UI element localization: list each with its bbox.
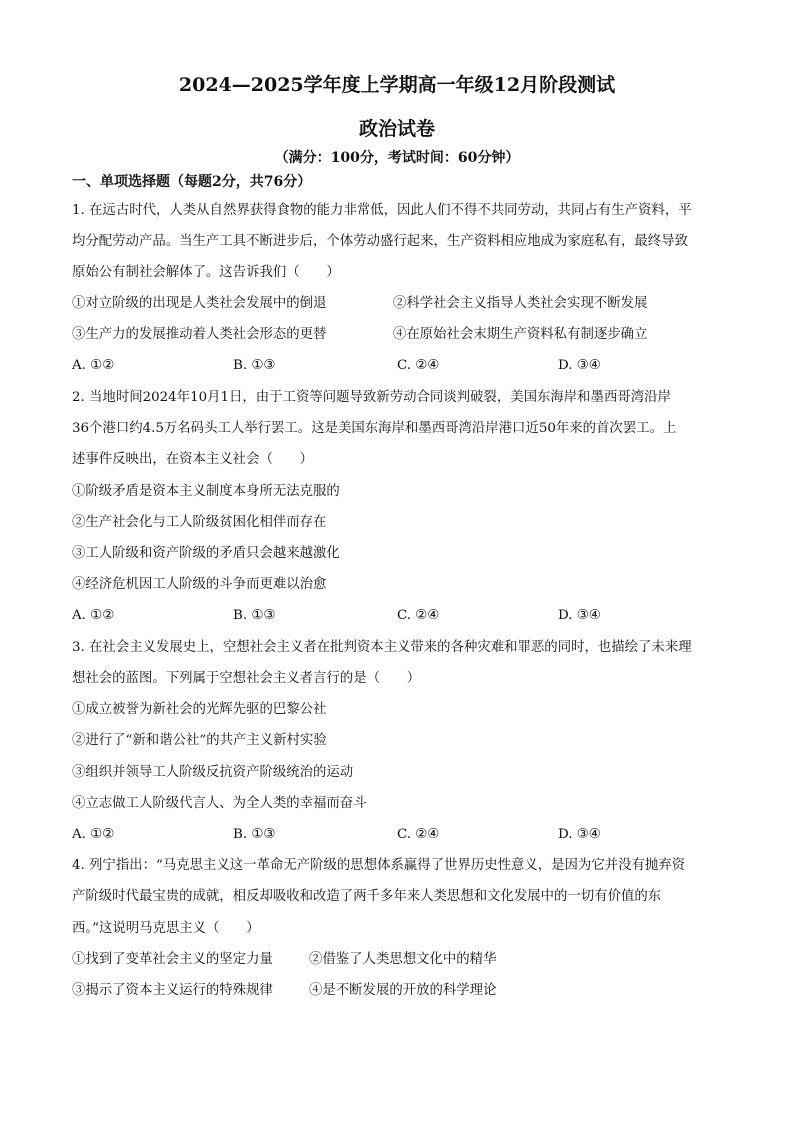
q3-item-1: ①成立被誉为新社会的光辉先驱的巴黎公社	[72, 702, 327, 717]
q2-option-d: D. ③④	[558, 608, 601, 623]
q1-stem-line-2: 均分配劳动产品。当生产工具不断进步后，个体劳动盛行起来，生产资料相应地成为家庭私有，最终导致	[72, 234, 688, 249]
q2-stem-line-1: 2. 当地时间2024年10月1日，由于工资等问题导致新劳动合同谈判破裂，美国东海岸和墨西哥湾沿岸	[72, 390, 671, 405]
q3-option-d: D. ③④	[558, 827, 601, 842]
q2-stem-line-3: 述事件反映出，在资本主义社会（ ）	[72, 452, 314, 467]
q4-stem-line-1: 4. 列宁指出：“马克思主义这一革命无产阶级的思想体系赢得了世界历史性意义，是因为它并没有抛弃资	[72, 858, 686, 873]
exam-note: （满分：100分，考试时间：60分钟）	[274, 150, 520, 166]
q1-item-3: ③生产力的发展推动着人类社会形态的更替	[72, 327, 327, 342]
q4-item-2: ②借鉴了人类思想文化中的精华	[309, 952, 497, 967]
q1-option-a: A. ①②	[72, 358, 115, 373]
q2-item-4: ④经济危机因工人阶级的斗争而更难以治愈	[72, 577, 327, 592]
q3-stem-line-2: 想社会的蓝图。下列属于空想社会主义者言行的是（ ）	[72, 671, 421, 686]
q3-stem-line-1: 3. 在社会主义发展史上，空想社会主义者在批判资本主义带来的各种灾难和罪恶的同时，也描绘了未来理	[72, 640, 692, 655]
q3-option-a: A. ①②	[72, 827, 115, 842]
q1-item-1: ①对立阶级的出现是人类社会发展中的倒退	[72, 296, 327, 311]
q4-stem-line-2: 产阶级时代最宝贵的成就，相反却吸收和改造了两千多年来人类思想和文化发展中的一切有价值的东	[72, 889, 662, 904]
q4-stem-line-3: 西。”这说明马克思主义（ ）	[72, 921, 260, 936]
q1-item-2: ②科学社会主义指导人类社会实现不断发展	[393, 296, 648, 311]
section-heading: 一、单项选择题（每题2分，共76分）	[72, 174, 312, 190]
q2-option-c: C. ②④	[397, 608, 440, 623]
q3-item-4: ④立志做工人阶级代言人、为全人类的幸福而奋斗	[72, 796, 367, 811]
q1-option-c: C. ②④	[397, 358, 440, 373]
q4-item-1: ①找到了变革社会主义的坚定力量	[72, 952, 273, 967]
q3-item-2: ②进行了“新和谐公社”的共产主义新村实验	[72, 733, 327, 748]
exam-title: 2024—2025学年度上学期高一年级12月阶段测试	[178, 74, 616, 96]
q3-option-b: B. ①③	[233, 827, 276, 842]
q2-item-3: ③工人阶级和资产阶级的矛盾只会越来越激化	[72, 546, 340, 561]
q1-option-b: B. ①③	[233, 358, 276, 373]
q2-stem-line-2: 36个港口约4.5万名码头工人举行罢工。这是美国东海岸和墨西哥湾沿岸港口近50年来的首次罢工。上	[72, 421, 677, 436]
exam-subject: 政治试卷	[358, 118, 435, 140]
q1-item-4: ④在原始社会末期生产资料私有制逐步确立	[393, 327, 648, 342]
q1-option-d: D. ③④	[558, 358, 601, 373]
q3-item-3: ③组织并领导工人阶级反抗资产阶级统治的运动	[72, 765, 354, 780]
q1-stem-line-1: 1. 在远古时代，人类从自然界获得食物的能力非常低，因此人们不得不共同劳动，共同占有生产资料，平	[72, 203, 692, 218]
q2-item-2: ②生产社会化与工人阶级贫困化相伴而存在	[72, 515, 327, 530]
q2-option-a: A. ①②	[72, 608, 115, 623]
q3-option-c: C. ②④	[397, 827, 440, 842]
q4-item-3: ③揭示了资本主义运行的特殊规律	[72, 983, 273, 998]
q2-option-b: B. ①③	[233, 608, 276, 623]
q4-item-4: ④是不断发展的开放的科学理论	[309, 983, 497, 998]
q1-stem-line-3: 原始公有制社会解体了。这告诉我们（ ）	[72, 265, 340, 280]
q2-item-1: ①阶级矛盾是资本主义制度本身所无法克服的	[72, 484, 340, 499]
